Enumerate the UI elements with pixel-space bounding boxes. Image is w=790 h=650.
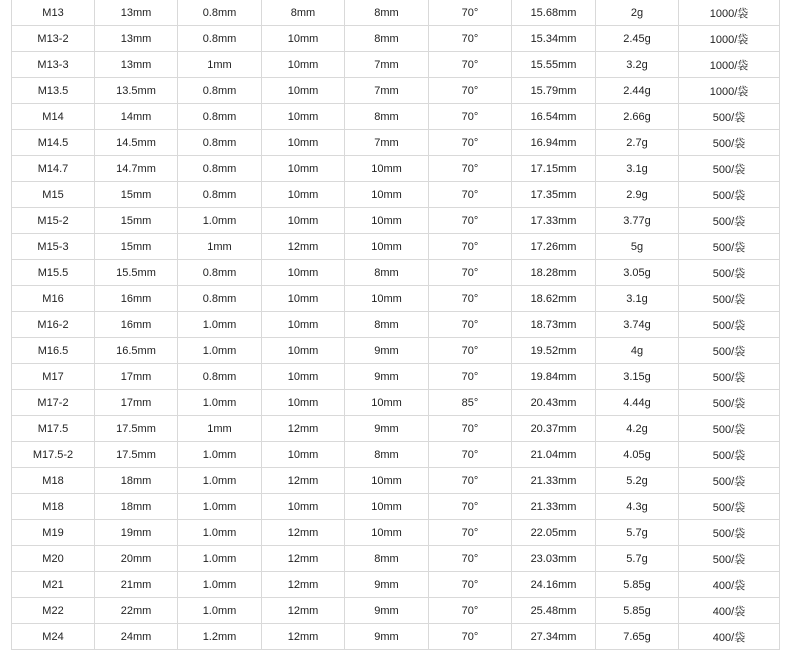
- table-row: [12, 390, 780, 416]
- angle-cell: 85°: [429, 390, 512, 416]
- thickness-cell: 0.8mm: [178, 0, 262, 26]
- width-cell: 10mm: [262, 286, 345, 312]
- height-cell: 10mm: [345, 156, 429, 182]
- width-cell: 10mm: [262, 312, 345, 338]
- height-cell: 8mm: [345, 104, 429, 130]
- width-cell: 12mm: [262, 520, 345, 546]
- diameter-cell: 20mm: [95, 546, 178, 572]
- table-row: [12, 234, 780, 260]
- outer-size-cell: 20.37mm: [512, 416, 596, 442]
- package-cell: 500/袋: [679, 546, 780, 572]
- width-cell: 10mm: [262, 26, 345, 52]
- height-cell: 9mm: [345, 624, 429, 650]
- diameter-cell: 14.5mm: [95, 130, 178, 156]
- table-row: [12, 156, 780, 182]
- thickness-cell: 0.8mm: [178, 104, 262, 130]
- angle-cell: 70°: [429, 208, 512, 234]
- package-cell: 500/袋: [679, 390, 780, 416]
- table-row: [12, 468, 780, 494]
- model-cell: M17.5: [12, 416, 95, 442]
- width-cell: 10mm: [262, 208, 345, 234]
- package-cell: 1000/袋: [679, 78, 780, 104]
- diameter-cell: 19mm: [95, 520, 178, 546]
- weight-cell: 4.2g: [596, 416, 679, 442]
- angle-cell: 70°: [429, 442, 512, 468]
- package-cell: 400/袋: [679, 624, 780, 650]
- outer-size-cell: 21.33mm: [512, 468, 596, 494]
- diameter-cell: 13mm: [95, 0, 178, 26]
- package-cell: 500/袋: [679, 286, 780, 312]
- thickness-cell: 1mm: [178, 52, 262, 78]
- diameter-cell: 15mm: [95, 234, 178, 260]
- package-cell: 500/袋: [679, 208, 780, 234]
- outer-size-cell: 17.15mm: [512, 156, 596, 182]
- width-cell: 10mm: [262, 130, 345, 156]
- package-cell: 500/袋: [679, 234, 780, 260]
- outer-size-cell: 16.54mm: [512, 104, 596, 130]
- weight-cell: 2.44g: [596, 78, 679, 104]
- model-cell: M15-3: [12, 234, 95, 260]
- outer-size-cell: 21.33mm: [512, 494, 596, 520]
- height-cell: 7mm: [345, 130, 429, 156]
- outer-size-cell: 15.68mm: [512, 0, 596, 26]
- height-cell: 8mm: [345, 442, 429, 468]
- diameter-cell: 13.5mm: [95, 78, 178, 104]
- height-cell: 8mm: [345, 26, 429, 52]
- angle-cell: 70°: [429, 624, 512, 650]
- width-cell: 12mm: [262, 416, 345, 442]
- outer-size-cell: 27.34mm: [512, 624, 596, 650]
- thickness-cell: 1.0mm: [178, 546, 262, 572]
- angle-cell: 70°: [429, 156, 512, 182]
- width-cell: 8mm: [262, 0, 345, 26]
- outer-size-cell: 15.79mm: [512, 78, 596, 104]
- thickness-cell: 0.8mm: [178, 78, 262, 104]
- height-cell: 10mm: [345, 286, 429, 312]
- thickness-cell: 1.0mm: [178, 338, 262, 364]
- package-cell: 500/袋: [679, 182, 780, 208]
- thickness-cell: 1.2mm: [178, 624, 262, 650]
- weight-cell: 4.3g: [596, 494, 679, 520]
- table-row: [12, 364, 780, 390]
- outer-size-cell: 21.04mm: [512, 442, 596, 468]
- height-cell: 10mm: [345, 182, 429, 208]
- package-cell: 500/袋: [679, 364, 780, 390]
- height-cell: 9mm: [345, 338, 429, 364]
- width-cell: 10mm: [262, 364, 345, 390]
- height-cell: 8mm: [345, 0, 429, 26]
- angle-cell: 70°: [429, 260, 512, 286]
- thickness-cell: 0.8mm: [178, 130, 262, 156]
- outer-size-cell: 25.48mm: [512, 598, 596, 624]
- model-cell: M16-2: [12, 312, 95, 338]
- weight-cell: 3.15g: [596, 364, 679, 390]
- model-cell: M19: [12, 520, 95, 546]
- package-cell: 500/袋: [679, 130, 780, 156]
- weight-cell: 3.1g: [596, 286, 679, 312]
- height-cell: 7mm: [345, 78, 429, 104]
- table-row: [12, 624, 780, 650]
- table-row: [12, 78, 780, 104]
- outer-size-cell: 18.62mm: [512, 286, 596, 312]
- height-cell: 10mm: [345, 468, 429, 494]
- model-cell: M17: [12, 364, 95, 390]
- package-cell: 1000/袋: [679, 52, 780, 78]
- diameter-cell: 17.5mm: [95, 442, 178, 468]
- weight-cell: 5.7g: [596, 520, 679, 546]
- model-cell: M15-2: [12, 208, 95, 234]
- model-cell: M20: [12, 546, 95, 572]
- weight-cell: 5.2g: [596, 468, 679, 494]
- width-cell: 10mm: [262, 182, 345, 208]
- table-row: [12, 598, 780, 624]
- diameter-cell: 16.5mm: [95, 338, 178, 364]
- width-cell: 10mm: [262, 260, 345, 286]
- model-cell: M24: [12, 624, 95, 650]
- table-row: [12, 546, 780, 572]
- diameter-cell: 15mm: [95, 208, 178, 234]
- thickness-cell: 0.8mm: [178, 26, 262, 52]
- outer-size-cell: 24.16mm: [512, 572, 596, 598]
- thickness-cell: 1.0mm: [178, 312, 262, 338]
- angle-cell: 70°: [429, 520, 512, 546]
- weight-cell: 2g: [596, 0, 679, 26]
- thickness-cell: 1mm: [178, 234, 262, 260]
- model-cell: M13.5: [12, 78, 95, 104]
- model-cell: M14: [12, 104, 95, 130]
- outer-size-cell: 17.35mm: [512, 182, 596, 208]
- angle-cell: 70°: [429, 416, 512, 442]
- outer-size-cell: 17.26mm: [512, 234, 596, 260]
- table-row: [12, 338, 780, 364]
- table-row: [12, 0, 780, 26]
- model-cell: M18: [12, 468, 95, 494]
- angle-cell: 70°: [429, 286, 512, 312]
- model-cell: M16.5: [12, 338, 95, 364]
- angle-cell: 70°: [429, 494, 512, 520]
- height-cell: 10mm: [345, 208, 429, 234]
- table-row: [12, 312, 780, 338]
- width-cell: 10mm: [262, 442, 345, 468]
- height-cell: 10mm: [345, 234, 429, 260]
- angle-cell: 70°: [429, 78, 512, 104]
- thickness-cell: 1.0mm: [178, 494, 262, 520]
- thickness-cell: 1.0mm: [178, 208, 262, 234]
- table-row: [12, 26, 780, 52]
- spec-table: [11, 0, 780, 650]
- model-cell: M18: [12, 494, 95, 520]
- package-cell: 500/袋: [679, 416, 780, 442]
- angle-cell: 70°: [429, 364, 512, 390]
- width-cell: 12mm: [262, 468, 345, 494]
- outer-size-cell: 18.73mm: [512, 312, 596, 338]
- weight-cell: 7.65g: [596, 624, 679, 650]
- outer-size-cell: 22.05mm: [512, 520, 596, 546]
- weight-cell: 4.05g: [596, 442, 679, 468]
- angle-cell: 70°: [429, 52, 512, 78]
- outer-size-cell: 15.34mm: [512, 26, 596, 52]
- weight-cell: 3.1g: [596, 156, 679, 182]
- diameter-cell: 14mm: [95, 104, 178, 130]
- package-cell: 500/袋: [679, 468, 780, 494]
- table-row: [12, 260, 780, 286]
- package-cell: 500/袋: [679, 260, 780, 286]
- weight-cell: 2.45g: [596, 26, 679, 52]
- angle-cell: 70°: [429, 130, 512, 156]
- diameter-cell: 17mm: [95, 364, 178, 390]
- diameter-cell: 15.5mm: [95, 260, 178, 286]
- width-cell: 12mm: [262, 572, 345, 598]
- height-cell: 9mm: [345, 416, 429, 442]
- height-cell: 9mm: [345, 598, 429, 624]
- diameter-cell: 22mm: [95, 598, 178, 624]
- weight-cell: 5g: [596, 234, 679, 260]
- package-cell: 500/袋: [679, 338, 780, 364]
- thickness-cell: 1.0mm: [178, 520, 262, 546]
- thickness-cell: 0.8mm: [178, 156, 262, 182]
- package-cell: 500/袋: [679, 520, 780, 546]
- package-cell: 400/袋: [679, 598, 780, 624]
- table-row: [12, 494, 780, 520]
- spec-table-body: [12, 0, 780, 650]
- weight-cell: 5.85g: [596, 572, 679, 598]
- width-cell: 10mm: [262, 52, 345, 78]
- angle-cell: 70°: [429, 338, 512, 364]
- diameter-cell: 13mm: [95, 52, 178, 78]
- diameter-cell: 13mm: [95, 26, 178, 52]
- thickness-cell: 1.0mm: [178, 598, 262, 624]
- thickness-cell: 0.8mm: [178, 286, 262, 312]
- diameter-cell: 15mm: [95, 182, 178, 208]
- angle-cell: 70°: [429, 312, 512, 338]
- width-cell: 10mm: [262, 338, 345, 364]
- thickness-cell: 1.0mm: [178, 390, 262, 416]
- table-row: [12, 104, 780, 130]
- package-cell: 500/袋: [679, 156, 780, 182]
- width-cell: 10mm: [262, 494, 345, 520]
- thickness-cell: 1.0mm: [178, 572, 262, 598]
- width-cell: 12mm: [262, 598, 345, 624]
- angle-cell: 70°: [429, 572, 512, 598]
- package-cell: 500/袋: [679, 312, 780, 338]
- width-cell: 12mm: [262, 546, 345, 572]
- table-row: [12, 130, 780, 156]
- model-cell: M17-2: [12, 390, 95, 416]
- table-row: [12, 208, 780, 234]
- weight-cell: 2.9g: [596, 182, 679, 208]
- diameter-cell: 17.5mm: [95, 416, 178, 442]
- angle-cell: 70°: [429, 468, 512, 494]
- width-cell: 10mm: [262, 78, 345, 104]
- table-row: [12, 572, 780, 598]
- diameter-cell: 14.7mm: [95, 156, 178, 182]
- thickness-cell: 0.8mm: [178, 364, 262, 390]
- height-cell: 10mm: [345, 390, 429, 416]
- weight-cell: 2.66g: [596, 104, 679, 130]
- model-cell: M15.5: [12, 260, 95, 286]
- diameter-cell: 18mm: [95, 468, 178, 494]
- package-cell: 1000/袋: [679, 0, 780, 26]
- height-cell: 10mm: [345, 520, 429, 546]
- package-cell: 1000/袋: [679, 26, 780, 52]
- weight-cell: 3.05g: [596, 260, 679, 286]
- height-cell: 7mm: [345, 52, 429, 78]
- package-cell: 400/袋: [679, 572, 780, 598]
- width-cell: 10mm: [262, 390, 345, 416]
- weight-cell: 4g: [596, 338, 679, 364]
- table-row: [12, 442, 780, 468]
- width-cell: 10mm: [262, 104, 345, 130]
- width-cell: 12mm: [262, 624, 345, 650]
- thickness-cell: 1.0mm: [178, 442, 262, 468]
- model-cell: M17.5-2: [12, 442, 95, 468]
- model-cell: M15: [12, 182, 95, 208]
- diameter-cell: 21mm: [95, 572, 178, 598]
- model-cell: M21: [12, 572, 95, 598]
- thickness-cell: 0.8mm: [178, 182, 262, 208]
- weight-cell: 5.85g: [596, 598, 679, 624]
- model-cell: M13: [12, 0, 95, 26]
- angle-cell: 70°: [429, 104, 512, 130]
- thickness-cell: 1mm: [178, 416, 262, 442]
- outer-size-cell: 16.94mm: [512, 130, 596, 156]
- model-cell: M22: [12, 598, 95, 624]
- table-row: [12, 182, 780, 208]
- package-cell: 500/袋: [679, 494, 780, 520]
- height-cell: 8mm: [345, 260, 429, 286]
- table-row: [12, 286, 780, 312]
- thickness-cell: 1.0mm: [178, 468, 262, 494]
- height-cell: 9mm: [345, 572, 429, 598]
- model-cell: M14.5: [12, 130, 95, 156]
- diameter-cell: 18mm: [95, 494, 178, 520]
- weight-cell: 3.77g: [596, 208, 679, 234]
- model-cell: M13-3: [12, 52, 95, 78]
- thickness-cell: 0.8mm: [178, 260, 262, 286]
- width-cell: 12mm: [262, 234, 345, 260]
- model-cell: M16: [12, 286, 95, 312]
- table-row: [12, 52, 780, 78]
- outer-size-cell: 19.84mm: [512, 364, 596, 390]
- width-cell: 10mm: [262, 156, 345, 182]
- outer-size-cell: 18.28mm: [512, 260, 596, 286]
- outer-size-cell: 17.33mm: [512, 208, 596, 234]
- outer-size-cell: 19.52mm: [512, 338, 596, 364]
- weight-cell: 4.44g: [596, 390, 679, 416]
- angle-cell: 70°: [429, 546, 512, 572]
- height-cell: 8mm: [345, 312, 429, 338]
- outer-size-cell: 15.55mm: [512, 52, 596, 78]
- weight-cell: 5.7g: [596, 546, 679, 572]
- height-cell: 8mm: [345, 546, 429, 572]
- angle-cell: 70°: [429, 182, 512, 208]
- angle-cell: 70°: [429, 26, 512, 52]
- package-cell: 500/袋: [679, 442, 780, 468]
- outer-size-cell: 20.43mm: [512, 390, 596, 416]
- angle-cell: 70°: [429, 598, 512, 624]
- angle-cell: 70°: [429, 0, 512, 26]
- table-row: [12, 416, 780, 442]
- diameter-cell: 16mm: [95, 312, 178, 338]
- height-cell: 10mm: [345, 494, 429, 520]
- table-row: [12, 520, 780, 546]
- diameter-cell: 17mm: [95, 390, 178, 416]
- diameter-cell: 16mm: [95, 286, 178, 312]
- height-cell: 9mm: [345, 364, 429, 390]
- weight-cell: 3.74g: [596, 312, 679, 338]
- weight-cell: 2.7g: [596, 130, 679, 156]
- angle-cell: 70°: [429, 234, 512, 260]
- package-cell: 500/袋: [679, 104, 780, 130]
- model-cell: M13-2: [12, 26, 95, 52]
- outer-size-cell: 23.03mm: [512, 546, 596, 572]
- model-cell: M14.7: [12, 156, 95, 182]
- diameter-cell: 24mm: [95, 624, 178, 650]
- weight-cell: 3.2g: [596, 52, 679, 78]
